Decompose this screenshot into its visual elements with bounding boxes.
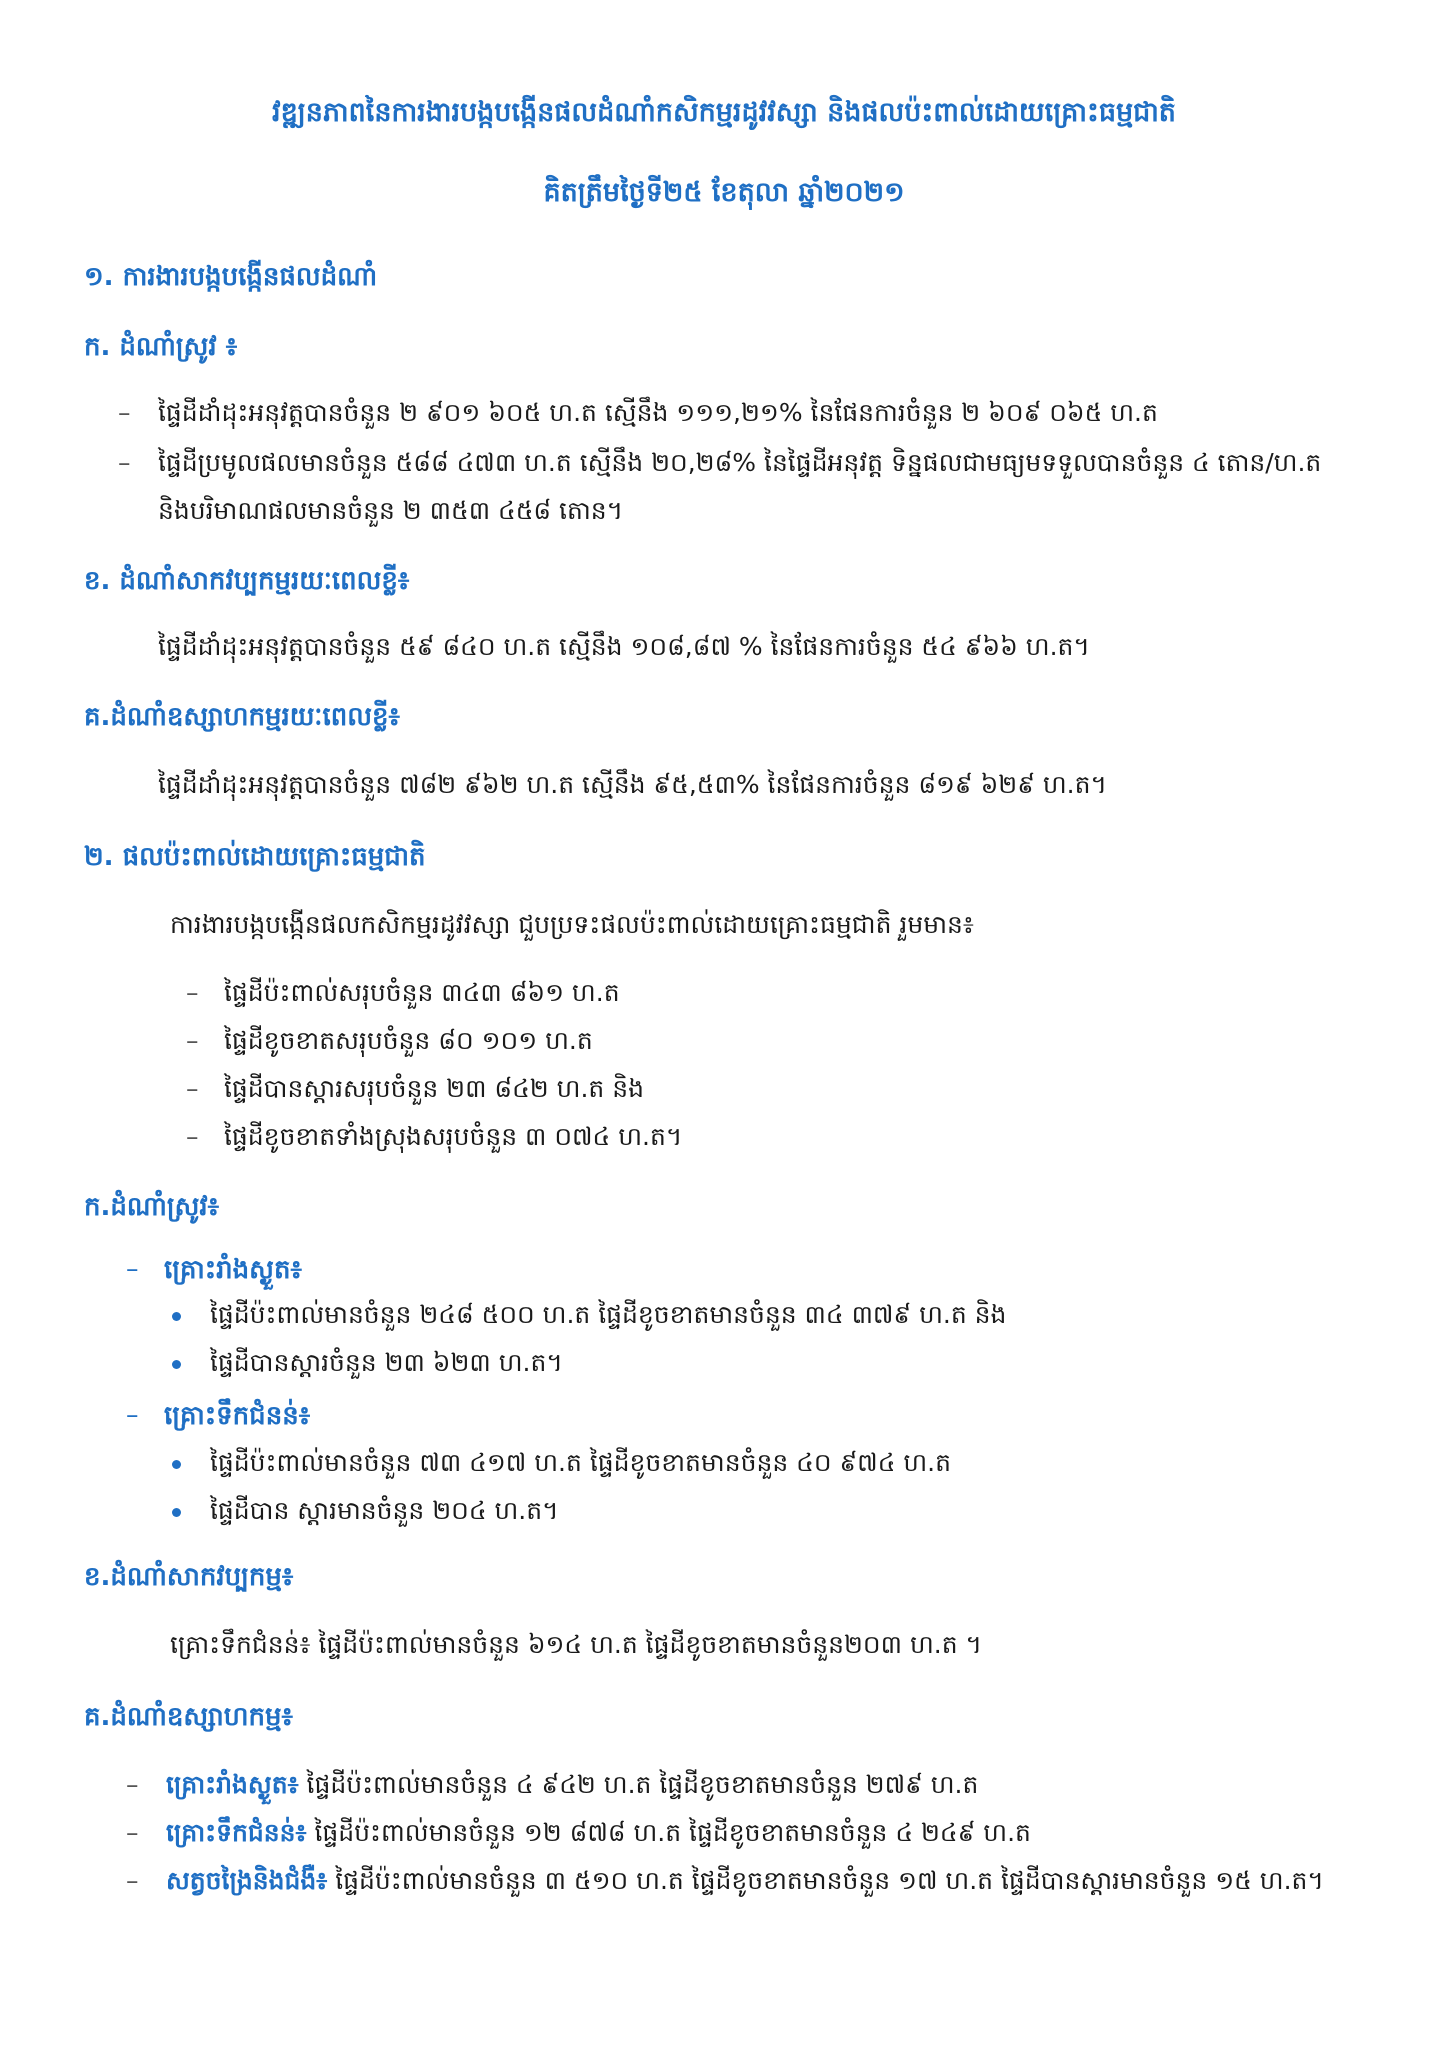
rice-harvest-line: ផ្ទៃដីប្រមូលផលមានចំនួន ៥៨៨ ៤៧៣ ហ.ត ស្មើនឹង ២០,២៨% នៃផ្ទៃដីអនុវត្ត ទិន្នផលជាមធ្យមទទួលបានចំនួន ៤ តោន/ហ.ត bbox=[158, 448, 1322, 477]
impact-list-item: ផ្ទៃដីខូចខាតទាំងស្រុងសរុបចំនួន ៣ ០៧៤ ហ.ត។ bbox=[224, 1122, 683, 1151]
horticulture-flood-line: គ្រោះទឹកជំនន់៖ ផ្ទៃដីប៉ះពាល់មានចំនួន ៦១៤ ហ.ត ផ្ទៃដីខូចខាតមានចំនួន២០៣ ហ.ត ។ bbox=[170, 1630, 982, 1659]
section-1a-heading: ក. ដំណាំស្រូវ ៖ bbox=[84, 332, 238, 362]
dash-marker: – bbox=[118, 448, 131, 477]
industrial-impact-row bbox=[166, 1866, 1324, 1902]
rice-harvest-line-cont: និងបរិមាណផលមានចំនួន ២ ៣៥៣ ៤៥៨ តោន។ bbox=[158, 496, 624, 525]
rice-drought-line: ផ្ទៃដីប៉ះពាល់មានចំនួន ២៤៨ ៥០០ ហ.ត ផ្ទៃដីខូចខាតមានចំនួន ៣៤ ៣៧៩ ហ.ត និង bbox=[210, 1300, 1007, 1329]
impact-list-item: ផ្ទៃដីប៉ះពាល់សរុបចំនួន ៣៤៣ ៨៦១ ហ.ត bbox=[224, 978, 620, 1007]
section-2-heading: ២. ផលប៉ះពាល់ដោយគ្រោះធម្មជាតិ bbox=[84, 842, 426, 872]
industrial-impact-label: គ្រោះរាំងស្ងួត៖ bbox=[166, 1770, 299, 1799]
dash-marker: – bbox=[126, 1770, 139, 1799]
industrial-impact-text: ផ្ទៃដីប៉ះពាល់មានចំនួន ១២ ៨៧៨ ហ.ត ផ្ទៃដីខូចខាតមានចំនួន ៤ ២៤៩ ហ.ត bbox=[306, 1818, 1031, 1847]
dash-marker: – bbox=[186, 978, 199, 1007]
industrial-impact-row bbox=[166, 1818, 1031, 1854]
section-1b-heading: ខ. ដំណាំសាកវប្បកម្មរយៈពេលខ្លី៖ bbox=[84, 566, 410, 596]
rice-flood-line: ផ្ទៃដីប៉ះពាល់មានចំនួន ៧៣ ៤១៧ ហ.ត ផ្ទៃដីខូចខាតមានចំនួន ៤០ ៩៧៤ ហ.ត bbox=[210, 1448, 951, 1477]
bullet-marker bbox=[172, 1312, 181, 1321]
horticulture-line: ផ្ទៃដីដាំដុះអនុវត្តបានចំនួន ៥៩ ៨៤០ ហ.ត ស្មើនឹង ១០៨,៨៧ % នៃផែនការចំនួន ៥៤ ៩៦៦ ហ.ត។ bbox=[158, 632, 1090, 661]
section-1-heading: ១. ការងារបង្កបង្កើនផលដំណាំ bbox=[84, 262, 378, 292]
document-title: វឌ្ឍនភាពនៃការងារបង្កបង្កើនផលដំណាំកសិកម្មរដូវវស្សា និងផលប៉ះពាល់ដោយគ្រោះធម្មជាតិ bbox=[272, 97, 1176, 128]
bullet-marker bbox=[172, 1460, 181, 1469]
dash-marker: – bbox=[126, 1254, 139, 1283]
dash-marker: – bbox=[126, 1866, 139, 1895]
dash-marker: – bbox=[186, 1026, 199, 1055]
industrial-impact-label: គ្រោះទឹកជំនន់៖ bbox=[166, 1818, 307, 1847]
industrial-impact-text: ផ្ទៃដីប៉ះពាល់មានចំនួន ៣ ៥១០ ហ.ត ផ្ទៃដីខូចខាតមានចំនួន ១៧ ហ.ត ផ្ទៃដីបានស្តារមានចំនួន ១៥ ហ.ត។ bbox=[327, 1866, 1324, 1895]
industrial-crop-line: ផ្ទៃដីដាំដុះអនុវត្តបានចំនួន ៧៨២ ៩៦២ ហ.ត ស្មើនឹង ៩៥,៥៣% នៃផែនការចំនួន ៨១៩ ៦២៩ ហ.ត។ bbox=[158, 770, 1107, 799]
impact-list-item: ផ្ទៃដីខូចខាតសរុបចំនួន ៨០ ១០១ ហ.ត bbox=[224, 1026, 593, 1055]
dash-marker: – bbox=[186, 1074, 199, 1103]
industrial-impact-label: សត្វចង្រៃនិងជំងឺ៖ bbox=[166, 1866, 328, 1895]
dash-marker: – bbox=[126, 1818, 139, 1847]
impact-intro: ការងារបង្កបង្កើនផលកសិកម្មរដូវវស្សា ជួបប្រទះផលប៉ះពាល់ដោយគ្រោះធម្មជាតិ រួមមាន៖ bbox=[170, 910, 974, 939]
industrial-impact-text: ផ្ទៃដីប៉ះពាល់មានចំនួន ៤ ៩៤២ ហ.ត ផ្ទៃដីខូចខាតមានចំនួន ២៧៩ ហ.ត bbox=[298, 1770, 979, 1799]
rice-drought-line: ផ្ទៃដីបានស្តារចំនួន ២៣ ៦២៣ ហ.ត។ bbox=[210, 1348, 563, 1377]
bullet-marker bbox=[172, 1508, 181, 1517]
dash-marker: – bbox=[126, 1400, 139, 1429]
impact-list-item: ផ្ទៃដីបានស្តារសរុបចំនួន ២៣ ៨៤២ ហ.ត និង bbox=[224, 1074, 644, 1103]
flood-label: គ្រោះទឹកជំនន់៖ bbox=[164, 1401, 311, 1431]
section-2b-heading: ខ.ដំណាំសាកវប្បកម្ម៖ bbox=[84, 1562, 294, 1592]
dash-marker: – bbox=[186, 1122, 199, 1151]
section-2c-heading: គ.ដំណាំឧស្សាហកម្ម៖ bbox=[84, 1702, 293, 1732]
rice-planted-line: ផ្ទៃដីដាំដុះអនុវត្តបានចំនួន ២ ៩០១ ៦០៥ ហ.ត ស្មើនឹង ១១១,២១% នៃផែនការចំនួន ២ ៦០៩ ០៦៥ ហ.ត bbox=[158, 398, 1158, 427]
bullet-marker bbox=[172, 1360, 181, 1369]
dash-marker: – bbox=[118, 398, 131, 427]
drought-label: គ្រោះរាំងស្ងួត៖ bbox=[164, 1255, 302, 1285]
rice-flood-line: ផ្ទៃដីបាន ស្តារមានចំនួន ២០៤ ហ.ត។ bbox=[210, 1496, 559, 1525]
section-2a-heading: ក.ដំណាំស្រូវ៖ bbox=[84, 1192, 220, 1222]
document-date: គិតត្រឹមថ្ងៃទី២៥ ខែតុលា ឆ្នាំ២០២១ bbox=[543, 177, 905, 208]
section-1c-heading: គ.ដំណាំឧស្សាហកម្មរយៈពេលខ្លី៖ bbox=[84, 702, 400, 732]
industrial-impact-row bbox=[166, 1770, 978, 1806]
